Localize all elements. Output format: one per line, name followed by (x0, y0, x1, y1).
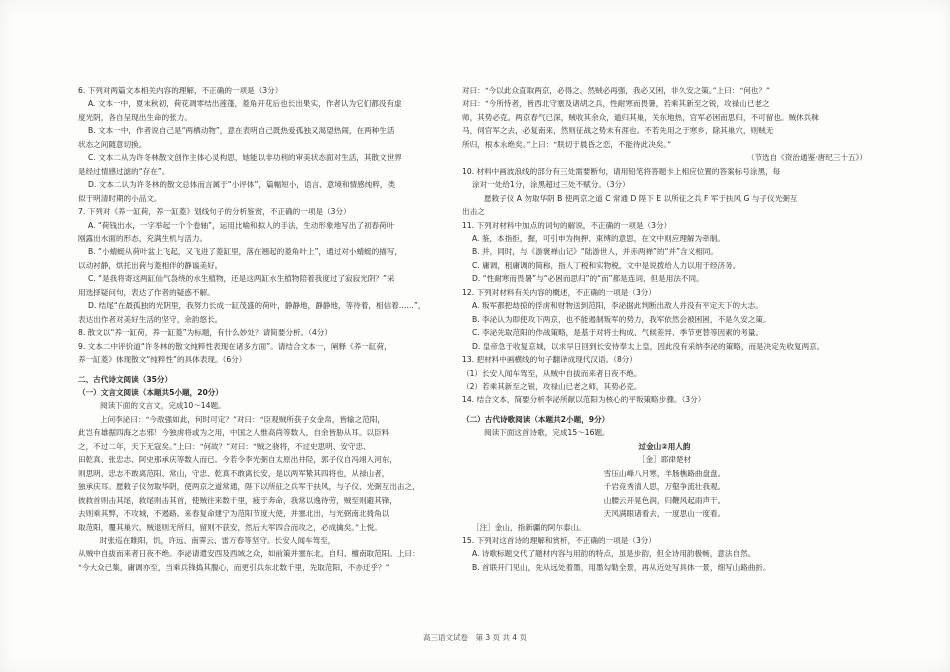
text-line: 12. 下列对材料有关内容的概述，不正确的一项是（3分） (462, 287, 656, 297)
text-line: 8. 散文以“养一缸荷，养一缸菱”为标题，有什么妙处？请简要分析。（4分） (78, 328, 332, 338)
text-line: 马，伺官军之去，必复南来，然则征战之势未有涯也。不若先用之于寒乡，除其巢穴，则贼无 (462, 126, 774, 136)
text-line: （2）若乘其新至之锐，攻禄山已老之师，其势必克。 (462, 381, 642, 391)
text-line: B. “小蜻蜓从荷叶盆上飞起，又飞进了菱缸里，落在翘起的菱角叶上”，通过对小蜻蜓的描写， (88, 247, 403, 257)
text-line: D. 文本二认为许冬林的散文总体而言属于“小评体”，篇幅短小，语言、意境和情感纯粹，类 (88, 180, 396, 190)
text-line: 之，不过二年，天下无寇矣。”上曰：“何故？”对曰：“贼之骁将，不过史思明、安守忠、 (78, 441, 371, 451)
text-line: 似于明清时期的小品文。 (78, 193, 162, 203)
text-line: 此岂有雄据四海之志邪！今独虏将或为之用，中国之人惟高尚等数人，自余皆胁从耳。以臣料 (78, 428, 390, 438)
text-line: 对曰：“今所恃者，皆西北守塞及诸胡之兵，性耐寒而畏暑，若乘其新至之锐，攻禄山已老之 (462, 99, 770, 109)
text-line: 7. 下列对《养一缸荷，养一缸菱》划线句子的分析鉴赏，不正确的一项是（3分） (78, 207, 351, 217)
text-line: 表达出作者对美好生活的坚守，余韵悠长。 (78, 314, 223, 324)
text-line: 阅读下面的文言文，完成10～14题。 (100, 401, 226, 411)
text-line: 过金山②用人韵 (638, 441, 691, 451)
text-line: 去则乘其弊，不攻城，不遏路。来春复命建宁为范阳节度大使，并塞北出，与光弼南北掎角以 (78, 509, 390, 519)
text-line: A. 诗歌标题交代了题材内容与用韵的特点，虽是步韵，但全诗用韵极畅，意法自然。 (472, 549, 756, 559)
text-line: 雪压山峰八月寒，羊肠樵路曲盘盘。 (603, 468, 726, 478)
text-line: ［金］耶律楚材 (637, 455, 692, 465)
text-line: 彼救首则击其尾，救尾则击其首，使贼往来数千里，疲于奔命，我常以逸待劳，贼至则避其锋， (78, 495, 397, 505)
text-line: B. 李泌认为即使攻下两京，也不能遏制叛军的势力，我军依然会被困困，不是久安之策。 (472, 314, 771, 324)
text-line: ［注］金山，指新疆的阿尔泰山。 (472, 522, 586, 532)
text-line: B. 文本一中，作者说自己是“两栖动物”，意在表明自己既热爱孤独又渴望热闹，在两种生活 (88, 126, 395, 136)
text-line: C. 李泌先取范阳的作战策略，是基于对将士构成、气候差异、季节更替等因素的考量。 (472, 328, 764, 338)
text-line: （1）长安人闻车驾至，从贼中自拔而来者日夜不绝。 (462, 368, 642, 378)
text-line: （二）古代诗歌阅读（本题共2小题，9分） (462, 414, 610, 424)
text-line: 13. 把材料中画横线的句子翻译成现代汉语。（8分） (462, 355, 637, 365)
text-line: 千岩竞秀清人思，万壑争流壮我观。 (603, 482, 726, 492)
text-line: 田乾真、张忠志、阿史那承庆等数人而已。今若令李光弼自太原出井陉，郭子仪自冯翊入河东， (78, 455, 397, 465)
text-line: C. 庸调，租庸调的简称，指人丁税和实物税，文中是说拨给人力以用于经济务。 (472, 260, 741, 270)
text-line: 对曰：“今以此众直取两京，必得之。然贼必再强，我必又困，非久安之策。”上曰：“何也？” (462, 86, 770, 95)
text-line: 愿敕子仪 A 勿取华阴 B 使两京之道 C 常通 D 陛下 E 以所征之兵 F 军于扶风 G 与子仪光弼互 (484, 193, 798, 203)
text-line: 9. 文本二中评价道“许冬林的散文纯粹性表现在诸多方面”。请结合文本一，阐释《养一缸荷， (78, 341, 392, 351)
text-line: “今大众已集，庸调亦至，当乘兵锋捣其腹心，而更引兵东北数千里，先取范阳，不亦迂乎？” (78, 562, 390, 572)
text-line: 时张巡在睢阳，饥，许远、南霁云、雷万春等坚守。长安人闻车驾至， (100, 535, 336, 545)
text-line: D. 结尾“在最孤独的光阴里，我努力长成一缸茂盛的荷叶，静静地，静静地，等待着，相信着……”， (88, 301, 426, 311)
right-column (462, 84, 867, 574)
left-column (78, 84, 456, 574)
text-line: 用选择疑问句，表达了作者的疑惑不解。 (78, 287, 215, 297)
page-footer: 高三语文试卷 第 3 页 共 4 页 (423, 633, 527, 642)
text-line: C. “是我将寄这两缸仙气袅绕的水生植物，还是这两缸水生植物陪着我度过了寂寂光阴？”采 (88, 274, 395, 284)
text-line: 取范阳，覆其巢穴。贼退则无所归，留则不获安，然后大军四合而攻之，必成擒矣。”上悦。 (78, 522, 382, 532)
text-line: A. 文本一中，夏末秋初，荷花凋零结出莲蓬，菱角开花后也长出果实，作者认为它们都没有虚 (88, 99, 402, 109)
text-line: 以动衬静，烘托出荷与菱相伴的静谧美好。 (78, 260, 223, 270)
text-line: D. 皇帝急于收复京城，以求早日回到长安侍奉太上皇，因此没有采纳李泌的策略，而是决定先收复两京。 (472, 341, 825, 351)
text-line: 师，其势必克。两京春气已深，贼收其余众，遁归其巢，关东地热，官军必困而思归，不可留也。贼休兵秣 (462, 112, 819, 122)
text-line: 15. 下列对这首诗的理解和赏析，不正确的一项是（3分） (462, 535, 656, 545)
text-line: 刚露出水面的形态，充满生机与活力。 (78, 233, 208, 243)
text-line: 则思明、忠志不敢离范阳、常山，守忠、乾真不敢离长安，是以两军絷其四将也，从禄山者， (78, 468, 390, 478)
text-line: 养一缸菱》体现散文“纯粹性”的具体表现。（6分） (78, 355, 247, 365)
text-line: 从贼中自拔而来者日夜不绝。李泌请遣安西及西域之众，如前策并塞东北，自归、檀南取范阳。上曰： (78, 549, 420, 559)
text-line: 状态之间随意切换。 (78, 139, 147, 149)
text-line: C. 文本二从为许冬林散文创作主体心灵构思，她能以非功利的审美状态面对生活，其散文世界 (88, 153, 402, 163)
text-line: 度光阴，各自呈现出生命的张力。 (78, 112, 192, 122)
text-line: B. 并，同时，与《游褒禅山记》“陆游世人，并赤两禅”的“并”含义相同。 (472, 247, 718, 257)
text-line: D. “性耐寒而畏暑”与“必困而思归”的“而”都是连词，但是用法不同。 (472, 274, 704, 284)
text-line: A. 叛军都把劫掠的俘虏和财物送到范阳，李泌据此判断出敌人并没有平定天下的大志。 (472, 301, 763, 311)
text-line: 山腰云开晃色润，归鞭风起雨声干。 (603, 495, 726, 505)
text-line: 二、古代诗文阅读（35分） (78, 374, 173, 384)
text-line: 所归，根本永绝矣。”上曰：“朕切于晨昏之恋，不能待此决矣。” (462, 139, 672, 149)
text-line: 11. 下列对材料中加点的词句的解说，不正确的一项是（3分） (462, 220, 672, 230)
text-line: 天风满眼诸看去，一度思山一度看。 (603, 509, 726, 519)
text-line: 14. 结合文本，简要分析李泌所献以范阳为核心的平叛策略步骤。（3分） (462, 395, 706, 405)
text-line: 独承庆耳。愿敕子仪勿取华阴，使两京之道常通，陛下以所征之兵军于扶风，与子仪、光弼互出击之， (78, 482, 420, 492)
text-line: 10. 材料中画波浪线的部分有三处需要断句，请用铅笔将答题卡上相应位置的答案标号涂黑，每 (462, 166, 781, 176)
text-line: 上问李泌曰：“今敌强如此，何时可定？”对曰：“臣观贼所获子女金帛，皆输之范阳， (100, 414, 386, 424)
text-line: A. “荷钱出水，一字举起一个个卷轴”，运用比喻和拟人的手法，生动形象地写出了初春荷叶 (88, 220, 395, 230)
text-line: 出击之 (462, 207, 485, 217)
text-line: （节选自《资治通鉴·唐纪三十五》） (746, 153, 867, 163)
text-line: A. 鉴，本指拒，握，可引申为拘押、束缚的意思，在文中则应理解为牵制。 (472, 233, 725, 243)
text-line: 涂对一处给1分，涂黑超过三处不赋分。（3分） (472, 180, 630, 190)
text-line: B. 首联开门见山，先从远处着墨，用墨勾勒全景，再从近处写具体一景，细写山路曲折。 (472, 562, 771, 572)
text-line: 6. 下列对两篇文本相关内容的理解，不正确的一项是（3分） (78, 86, 283, 95)
text-line: 是经过情感过滤的“存在”。 (78, 166, 170, 176)
text-line: （一）文言文阅读（本题共5小题，20分） (78, 387, 223, 397)
text-line: 阅读下面这首诗歌，完成15～16题。 (484, 428, 610, 438)
